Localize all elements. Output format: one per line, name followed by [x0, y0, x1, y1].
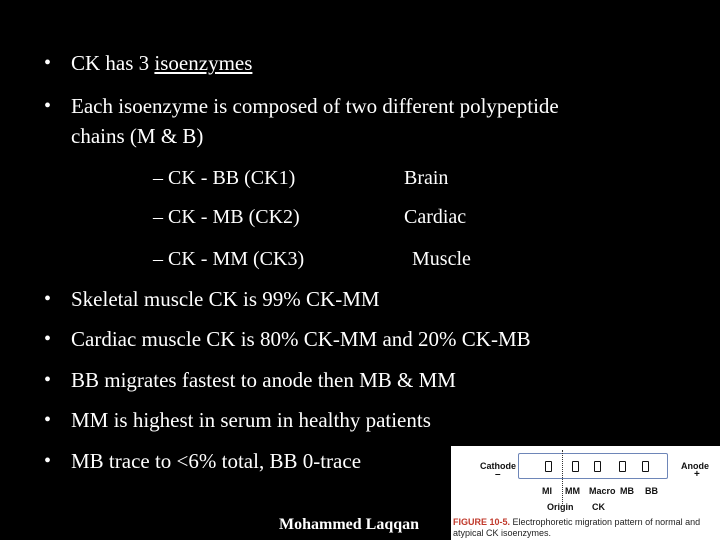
isoenzyme-tissue: Muscle [412, 248, 471, 270]
isoenzyme-name: – CK - BB (CK1) [153, 167, 296, 189]
bullet-text: Each isoenzyme is composed of two different polypeptide [71, 94, 559, 118]
cathode-label: Cathode [480, 461, 516, 471]
bullet-text: Cardiac muscle CK is 80% CK-MM and 20% CK-MB [71, 327, 531, 351]
bullet-marker: • [44, 409, 52, 431]
bullet-text-continuation: chains (M & B) [71, 124, 204, 148]
band-well [594, 461, 601, 472]
isoenzyme-tissue: Cardiac [404, 206, 467, 228]
bullet-marker: • [44, 288, 52, 310]
author-footer: Mohammed Laqqan [279, 516, 420, 533]
bullet-text-underlined: isoenzymes [154, 51, 253, 75]
cathode-sign: – [495, 469, 501, 480]
gel-strip [518, 453, 668, 479]
band-label-mm: MM [565, 486, 580, 496]
bullet-marker: • [44, 369, 52, 391]
origin-label: Origin [547, 502, 574, 512]
bullet-text [71, 50, 252, 76]
isoenzyme-tissue: Brain [404, 167, 449, 189]
ck-label: CK [592, 502, 605, 512]
electrophoresis-figure [451, 446, 720, 540]
band-well [619, 461, 626, 472]
band-label-mb: MB [620, 486, 634, 496]
figure-caption [453, 517, 719, 539]
band-well [572, 461, 579, 472]
anode-label: Anode [681, 461, 709, 471]
band-well [642, 461, 649, 472]
bullet-marker: • [44, 95, 52, 117]
bullet-marker: • [44, 328, 52, 350]
anode-sign: + [694, 469, 700, 480]
band-label-bb: BB [645, 486, 658, 496]
band-label-macro: Macro [589, 486, 616, 496]
bullet-marker: • [44, 52, 52, 74]
band-label-mi: MI [542, 486, 552, 496]
bullet-marker: • [44, 450, 52, 472]
figure-caption-text: Electrophoretic migration pattern of normal and atypical CK isoenzymes. [453, 517, 701, 538]
figure-number: FIGURE 10-5. [453, 517, 511, 527]
bullet-text-prefix: CK has 3 [71, 51, 155, 75]
bullet-text: MM is highest in serum in healthy patients [71, 408, 431, 432]
origin-line [562, 450, 563, 504]
bullet-text: Skeletal muscle CK is 99% CK-MM [71, 287, 380, 311]
isoenzyme-name: – CK - MM (CK3) [153, 248, 305, 270]
isoenzyme-name: – CK - MB (CK2) [153, 206, 300, 228]
band-well [545, 461, 552, 472]
bullet-text: MB trace to <6% total, BB 0-trace [71, 449, 362, 473]
bullet-text: BB migrates fastest to anode then MB & MM [71, 368, 456, 392]
